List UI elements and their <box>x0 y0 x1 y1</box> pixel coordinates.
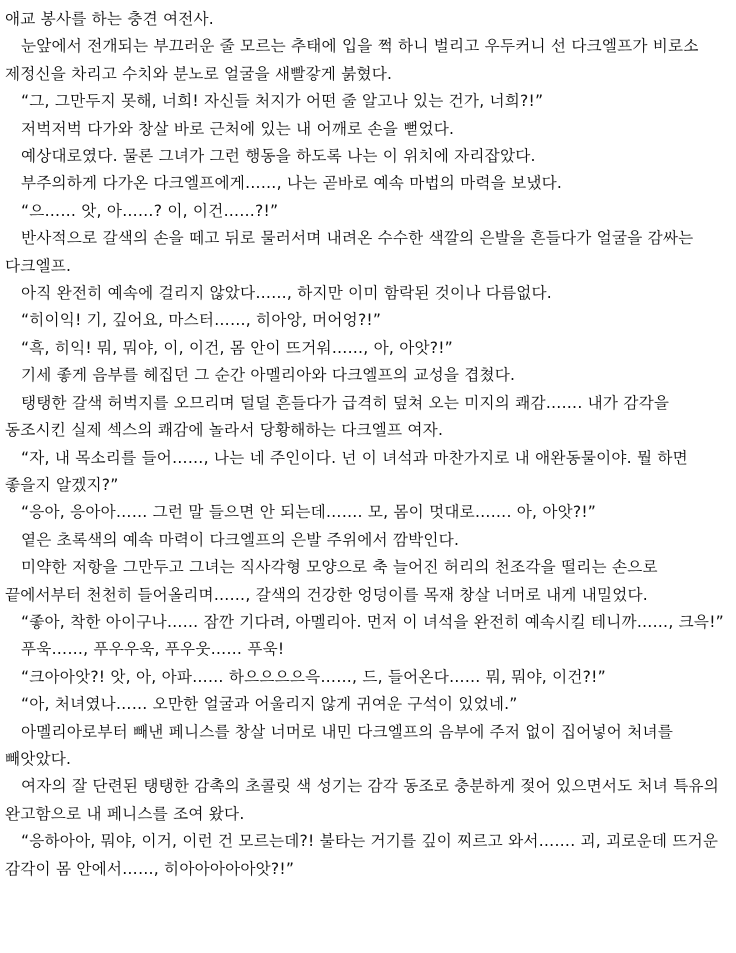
text-paragraph: 여자의 잘 단련된 탱탱한 감촉의 초콜릿 색 성기는 감각 동조로 충분하게 젖어 있으면서도 처녀 특유의 완고함으로 내 페니스를 조여 왔다. <box>5 777 720 823</box>
text-paragraph: 미약한 저항을 그만두고 그녀는 직사각형 모양으로 축 늘어진 허리의 천조각을 떨리는 손으로 끝에서부터 천천히 들어올리며……, 갈색의 건강한 엉덩이를 목재 창살 너머로 내게 내밀었다. <box>5 558 658 604</box>
text-paragraph: 예상대로였다. 물론 그녀가 그런 행동을 하도록 나는 이 위치에 자리잡았다. <box>21 147 536 166</box>
text-paragraph: 반사적으로 갈색의 손을 떼고 뒤로 물러서며 내려온 수수한 색깔의 은발을 흔들다가 얼굴을 감싸는 다크엘프. <box>5 229 694 275</box>
text-paragraph: 부주의하게 다가온 다크엘프에게……, 나는 곧바로 예속 마법의 마력을 보냈다. <box>21 174 563 193</box>
text-paragraph: 기세 좋게 음부를 헤집던 그 순간 아멜리아와 다크엘프의 교성을 겹쳤다. <box>21 366 516 385</box>
text-paragraph: “크아아앗?! 앗, 아, 아파…… 하으으으으윽……, 드, 들어온다…… 뭐, 뭐야, 이건?!” <box>21 667 606 686</box>
text-paragraph: 옅은 초록색의 예속 마력이 다크엘프의 은발 주위에서 깜박인다. <box>21 530 460 549</box>
text-paragraph: 푸욱……, 푸우우욱, 푸우웃…… 푸욱! <box>21 640 285 659</box>
text-paragraph: “자, 내 목소리를 들어……, 나는 네 주인이다. 넌 이 녀석과 마찬가지로 내 애완동물이야. 뭘 하면 좋을지 알겠지?” <box>5 448 688 494</box>
text-paragraph: “흑, 히익! 뭐, 뭐야, 이, 이건, 몸 안이 뜨거워……, 아, 아앗?!” <box>21 338 453 357</box>
text-paragraph: “그, 그만두지 못해, 너희! 자신들 처지가 어떤 줄 알고나 있는 건가, 너희?!” <box>21 92 544 111</box>
text-paragraph: “좋아, 착한 아이구나…… 잠깐 기다려, 아멜리아. 먼저 이 녀석을 완전히 예속시킬 테니까……, 크윽!” <box>21 612 724 631</box>
text-paragraph: “응아, 응아아…… 그런 말 들으면 안 되는데……. 모, 몸이 멋대로……. 아, 아앗?!” <box>21 503 597 522</box>
text-paragraph: 눈앞에서 전개되는 부끄러운 줄 모르는 추태에 입을 쩍 하니 벌리고 우두커니 선 다크엘프가 비로소 제정신을 차리고 수치와 분노로 얼굴을 새빨갛게 붉혔다. <box>5 37 699 83</box>
text-paragraph: “으…… 앗, 아……? 이, 이건……?!” <box>21 201 279 220</box>
text-paragraph: “응하아아, 뭐야, 이거, 이런 건 모르는데?! 불타는 거기를 깊이 찌르고 와서……. 괴, 괴로운데 뜨거운 감각이 몸 안에서……, 히아아아아아앗?!” <box>5 832 719 878</box>
text-paragraph: “히이익! 기, 깊어요, 마스터……, 히아앙, 머어엉?!” <box>21 311 382 330</box>
text-paragraph: 저벅저벅 다가와 창살 바로 근처에 있는 내 어깨로 손을 뻗었다. <box>21 119 455 138</box>
text-paragraph: 아멜리아로부터 빼낸 페니스를 창살 너머로 내민 다크엘프의 음부에 주저 없이 집어넣어 처녀를 빼앗았다. <box>5 722 674 768</box>
text-paragraph: “아, 처녀였나…… 오만한 얼굴과 어울리지 않게 귀여운 구석이 있었네.” <box>21 695 518 714</box>
text-paragraph: 탱탱한 갈색 허벅지를 오므리며 덜덜 흔들다가 급격히 덮쳐 오는 미지의 쾌감……. 내가 감각을 동조시킨 실제 섹스의 쾌감에 놀라서 당황해하는 다크엘프 여자. <box>5 393 670 440</box>
text-paragraph: 아직 완전히 예속에 걸리지 않았다……, 하지만 이미 함락된 것이나 다름없다. <box>21 284 552 303</box>
text-paragraph: 애교 봉사를 하는 충견 여전사. <box>5 10 214 28</box>
